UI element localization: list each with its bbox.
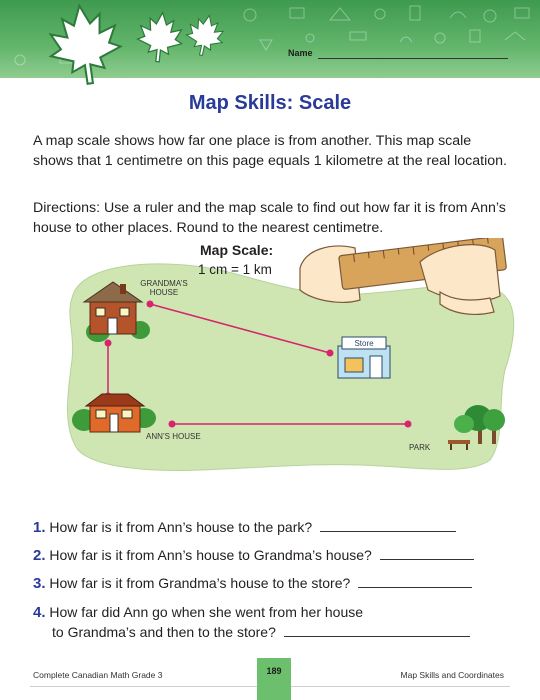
map-scale-title: Map Scale: [200, 242, 274, 258]
footer-section-title: Map Skills and Coordinates [400, 670, 504, 680]
question-text: to Grandma’s and then to the store? [52, 624, 276, 640]
question-text: How far did Ann go when she went from her house [49, 604, 364, 620]
question-number: 2. [33, 547, 46, 564]
question-number: 1. [33, 519, 46, 536]
map-scale-value: 1 cm = 1 km [198, 262, 272, 277]
grandmas-house-label: GRANDMA’S HOUSE [140, 279, 188, 297]
question-4-continued [52, 622, 532, 642]
park-label: PARK [409, 443, 431, 452]
question-number: 3. [33, 575, 46, 592]
footer-book-title: Complete Canadian Math Grade 3 [33, 670, 163, 680]
maple-leaf-icon [136, 10, 185, 64]
store-icon [338, 337, 390, 378]
answer-blank[interactable] [358, 576, 472, 588]
directions-paragraph: Directions: Use a ruler and the map scale to find out how far it is from Ann’s house to other places. Round to the nearest centimetre. [33, 200, 506, 236]
page-title: Map Skills: Scale [188, 92, 352, 114]
maple-leaf-icon [183, 12, 227, 59]
name-label: Name [288, 48, 313, 58]
intro-paragraph: A map scale shows how far one place is from another. This map scale shows that 1 centimetre on this page equals 1 kilometre at the real location. [33, 133, 507, 169]
page-number: 189 [257, 658, 291, 700]
maple-leaf-icon [45, 1, 125, 88]
question-number: 4. [33, 604, 46, 621]
name-field[interactable] [318, 58, 508, 59]
question-3 [33, 573, 513, 594]
answer-blank[interactable] [320, 520, 456, 532]
answer-blank[interactable] [284, 625, 470, 637]
anns-house-label: ANN’S HOUSE [146, 432, 201, 441]
question-text: How far is it from Grandma’s house to the store? [49, 575, 351, 591]
maple-leaves-logo [0, 0, 230, 95]
question-1 [33, 517, 513, 538]
answer-blank[interactable] [380, 548, 474, 560]
question-2 [33, 545, 513, 566]
question-text: How far is it from Ann’s house to Grandma’s house? [49, 547, 372, 563]
question-4 [33, 602, 513, 623]
question-text: How far is it from Ann’s house to the park? [49, 519, 313, 535]
store-sign: Store [354, 339, 374, 348]
